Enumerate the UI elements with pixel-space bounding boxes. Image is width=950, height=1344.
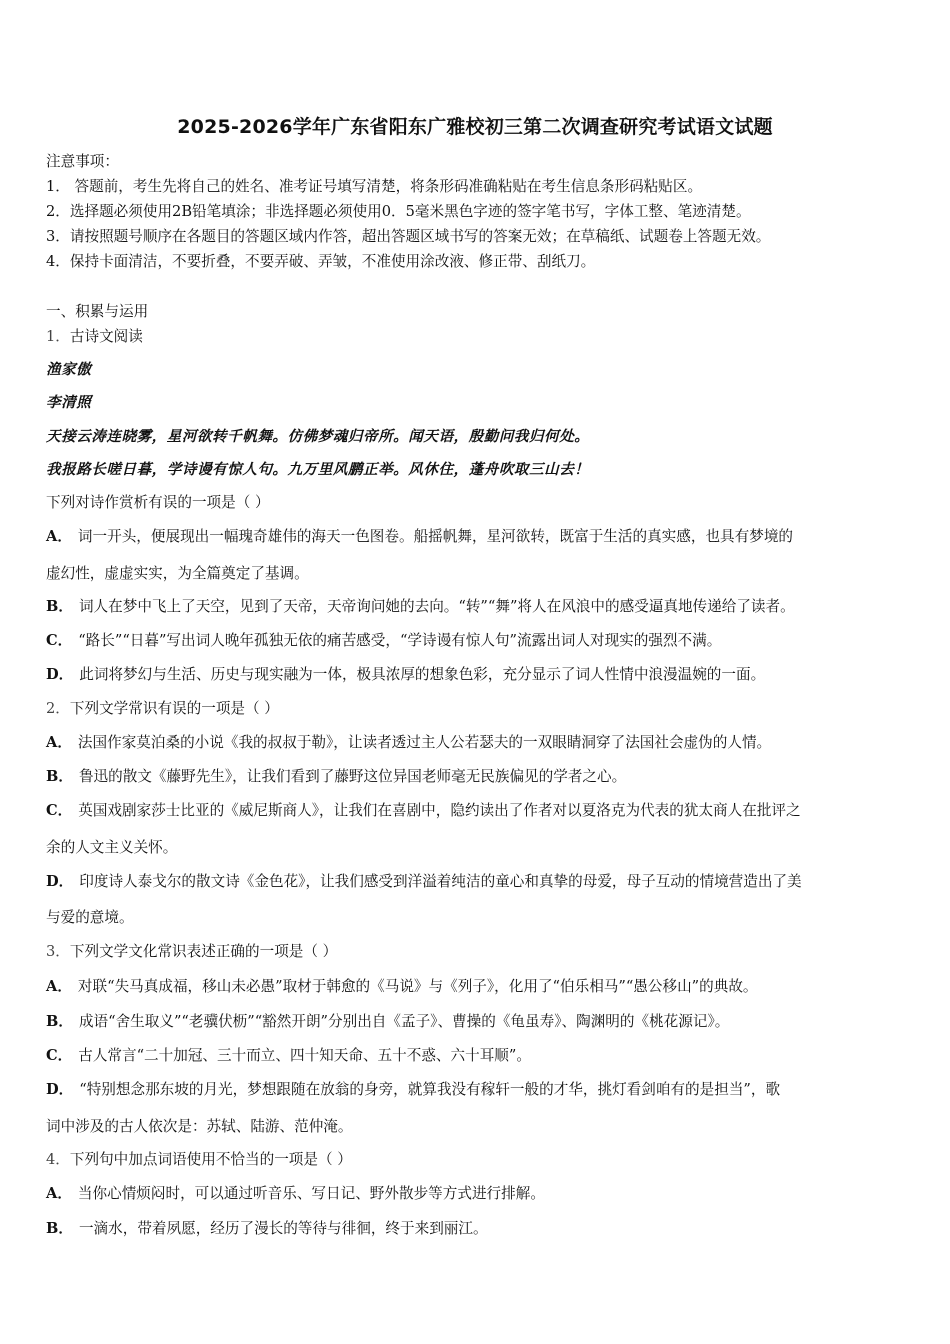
notice-item-4: 4．保持卡面清洁，不要折叠，不要弄破、弄皱，不准使用涂改液、修正带、刮纸刀。: [46, 253, 596, 270]
question-number: 2．: [46, 700, 70, 717]
option-text: 古人常言“二十加冠、三十而立、四十知天命、五十不惑、六十耳顺”。: [78, 1047, 531, 1064]
q3-option-b: [46, 1012, 729, 1032]
option-text: 成语“舍生取义”“老骥伏枥”“豁然开朗”分别出自《孟子》、曹操的《龟虽寿》、陶渊明的《桃花源记》。: [78, 1013, 730, 1030]
q4-option-b: [46, 1219, 488, 1239]
q2-option-c-cont: 余的人文主义关怀。: [46, 839, 178, 856]
q1-option-a-cont: 虚幻性，虚虚实实，为全篇奠定了基调。: [46, 565, 309, 582]
poem-line-1: 天接云涛连晓雾，星河欲转千帆舞。仿佛梦魂归帝所。闻天语，殷勤问我归何处。: [46, 428, 590, 445]
poem-title: 渔家傲: [46, 361, 92, 378]
question-stem: 下列文学文化常识表述正确的一项是（ ）: [69, 943, 338, 960]
q2-option-a: [46, 733, 771, 753]
poem-author: 李清照: [46, 394, 92, 411]
question-stem: 下列句中加点词语使用不恰当的一项是（ ）: [69, 1151, 352, 1168]
q3-option-d: [46, 1080, 780, 1100]
section-heading: 一、积累与运用: [46, 303, 149, 320]
option-label: D．: [46, 1081, 74, 1098]
question-4-header: [46, 1150, 352, 1170]
poem-line-2: 我报路长嗟日暮，学诗谩有惊人句。九万里风鹏正举。风休住，蓬舟吹取三山去！: [46, 461, 590, 478]
notice-item-2: 2．选择题必须使用2B铅笔填涂；非选择题必须使用0．5毫米黑色字迹的签字笔书写，字体工整、笔迹清楚。: [46, 203, 751, 220]
question-stem: 下列文学常识有误的一项是（ ）: [69, 700, 279, 717]
question-label: 古诗文阅读: [69, 328, 143, 345]
option-text: 当你心情烦闷时，可以通过听音乐、写日记、野外散步等方式进行排解。: [77, 1185, 545, 1202]
option-label: C．: [46, 1047, 73, 1064]
option-label: A．: [46, 1185, 72, 1202]
question-1-stem: 下列对诗作赏析有误的一项是（ ）: [46, 494, 270, 511]
q2-option-d-cont: 与爱的意境。: [46, 909, 134, 926]
option-label: D．: [46, 666, 74, 683]
option-label: B．: [46, 598, 73, 615]
option-text: 英国戏剧家莎士比亚的《威尼斯商人》，让我们在喜剧中，隐约读出了作者对以夏洛克为代表的犹太商人在批评之: [78, 802, 801, 819]
option-label: C．: [46, 632, 73, 649]
option-label: B．: [46, 1013, 73, 1030]
option-label: B．: [46, 768, 73, 785]
option-label: D．: [46, 873, 74, 890]
q3-option-c: [46, 1046, 531, 1066]
option-label: A．: [46, 734, 72, 751]
q1-option-d: [46, 665, 765, 685]
q2-option-b: [46, 767, 626, 787]
question-number: 3．: [46, 943, 70, 960]
option-label: B．: [46, 1220, 73, 1237]
q4-option-a: [46, 1184, 545, 1204]
option-text: 词一开头，便展现出一幅瑰奇雄伟的海天一色图卷。船摇帆舞，星河欲转，既富于生活的真实感，也具有梦境的: [77, 528, 794, 545]
question-2-header: [46, 699, 279, 719]
option-label: A．: [46, 528, 72, 545]
question-number: 1．: [46, 328, 70, 345]
option-text: 此词将梦幻与生活、历史与现实融为一体，极具浓厚的想象色彩，充分显示了词人性情中浪漫温婉的一面。: [79, 666, 766, 683]
option-text: 一滴水，带着夙愿，经历了漫长的等待与徘徊，终于来到丽江。: [78, 1220, 488, 1237]
q1-option-a: [46, 527, 793, 547]
option-text: 对联“失马真成福，移山未必愚”取材于韩愈的《马说》与《列子》，化用了“伯乐相马”“愚公移山”的典故。: [77, 978, 758, 995]
option-text: 法国作家莫泊桑的小说《我的叔叔于勒》，让读者透过主人公若瑟夫的一双眼睛洞穿了法国社会虚伪的人情。: [77, 734, 772, 751]
q1-option-c: [46, 631, 721, 651]
option-text: 印度诗人泰戈尔的散文诗《金色花》，让我们感受到洋溢着纯洁的童心和真挚的母爱，母子互动的情境营造出了美: [79, 873, 802, 890]
question-3-header: [46, 942, 337, 962]
option-text: “特别想念那东坡的月光，梦想跟随在放翁的身旁，就算我没有稼轩一般的才华，挑灯看剑咱有的是担当”，歌: [79, 1081, 781, 1098]
notice-item-3: 3．请按照题号顺序在各题目的答题区域内作答，超出答题区域书写的答案无效；在草稿纸、试题卷上答题无效。: [46, 228, 771, 245]
option-text: 鲁迅的散文《藤野先生》，让我们看到了藤野这位异国老师毫无民族偏见的学者之心。: [78, 768, 627, 785]
q2-option-d: [46, 872, 802, 892]
question-number: 4．: [46, 1151, 70, 1168]
q2-option-c: [46, 801, 801, 821]
question-1-header: [46, 327, 143, 347]
q1-option-b: [46, 597, 795, 617]
option-text: “路长”“日暮”写出词人晚年孤独无依的痛苦感受，“学诗谩有惊人句”流露出词人对现实的强烈不满。: [78, 632, 722, 649]
q3-option-d-cont: 词中涉及的古人依次是：苏轼、陆游、范仲淹。: [46, 1118, 353, 1135]
q3-option-a: [46, 977, 758, 997]
option-label: C．: [46, 802, 73, 819]
page-title: 2025-2026学年广东省阳东广雅校初三第二次调查研究考试语文试题: [177, 116, 773, 138]
option-text: 词人在梦中飞上了天空，见到了天帝，天帝询问她的去向。“转”“舞”将人在风浪中的感受逼真地传递给了读者。: [78, 598, 795, 615]
notice-item-1: 1． 答题前，考生先将自己的姓名、准考证号填写清楚，将条形码准确粘贴在考生信息条形码粘贴区。: [46, 178, 703, 195]
option-label: A．: [46, 978, 72, 995]
notice-heading: 注意事项：: [46, 153, 119, 170]
